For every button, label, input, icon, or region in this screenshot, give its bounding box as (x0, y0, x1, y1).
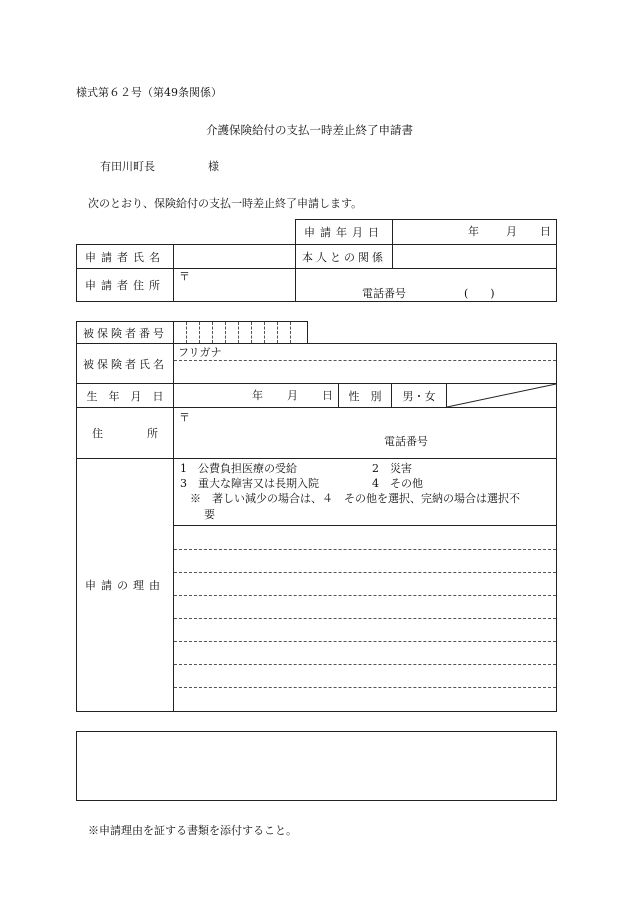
application-day-label: 日 (540, 225, 551, 238)
insured-number-field[interactable] (174, 322, 307, 343)
insured-address-field[interactable] (174, 408, 556, 458)
applicant-phone-paren: ( ) (464, 287, 495, 300)
gender-options[interactable]: 男・女 (402, 389, 436, 403)
gender-label: 性 別 (348, 389, 382, 403)
reason-option-4[interactable]: 4 その他 (372, 477, 423, 490)
gender-slash-line (447, 384, 556, 407)
reason-text-area[interactable] (174, 526, 556, 711)
furigana-label: フリガナ (178, 346, 222, 359)
application-date-label: 申請年月日 (304, 226, 384, 239)
honorific: 様 (208, 160, 219, 173)
reason-option-2[interactable]: 2 災害 (372, 462, 412, 475)
remarks-box[interactable] (76, 731, 557, 801)
application-year-label: 年 (468, 225, 479, 238)
applicant-phone-label: 電話番号 (362, 287, 406, 300)
intro-text: 次のとおり、保険給付の支払一時差止終了申請します。 (88, 197, 363, 210)
insured-name-field[interactable] (174, 361, 556, 383)
insured-phone-label: 電話番号 (384, 435, 428, 448)
reason-option-3[interactable]: 3 重大な障害又は長期入院 (180, 477, 319, 490)
insured-number-label: 被保険者番号 (83, 326, 167, 340)
reason-note-line1: ※ 著しい減少の場合は、４ その他を選択、完納の場合は選択不 (190, 492, 520, 505)
applicant-address-label: 申請者住所 (85, 279, 165, 292)
insured-postal-mark: 〒 (179, 411, 190, 424)
birth-year-label: 年 (252, 389, 263, 402)
insured-address-label: 住 所 (92, 427, 158, 440)
insured-name-label: 被保険者氏名 (83, 357, 167, 371)
birth-day-label: 日 (322, 389, 333, 402)
application-month-label: 月 (506, 225, 517, 238)
applicant-name-field[interactable] (174, 245, 294, 268)
reason-option-1[interactable]: 1 公費負担医療の受給 (180, 462, 297, 475)
addressee: 有田川町長 (100, 160, 155, 173)
form-number: 様式第６２号（第49条関係） (76, 86, 222, 99)
postal-mark: 〒 (179, 270, 190, 283)
birth-month-label: 月 (287, 389, 298, 402)
footnote: ※申請理由を証する書類を添付すること。 (88, 824, 297, 837)
form-title: 介護保険給付の支払一時差止終了申請書 (206, 123, 413, 137)
birthdate-label: 生 年 月 日 (86, 389, 164, 403)
reason-note-line2: 要 (204, 508, 215, 521)
applicant-name-label: 申請者氏名 (85, 250, 165, 264)
reason-label: 申請の理由 (85, 579, 165, 592)
relationship-label: 本人との関係 (302, 250, 386, 264)
relationship-field[interactable] (393, 245, 556, 268)
